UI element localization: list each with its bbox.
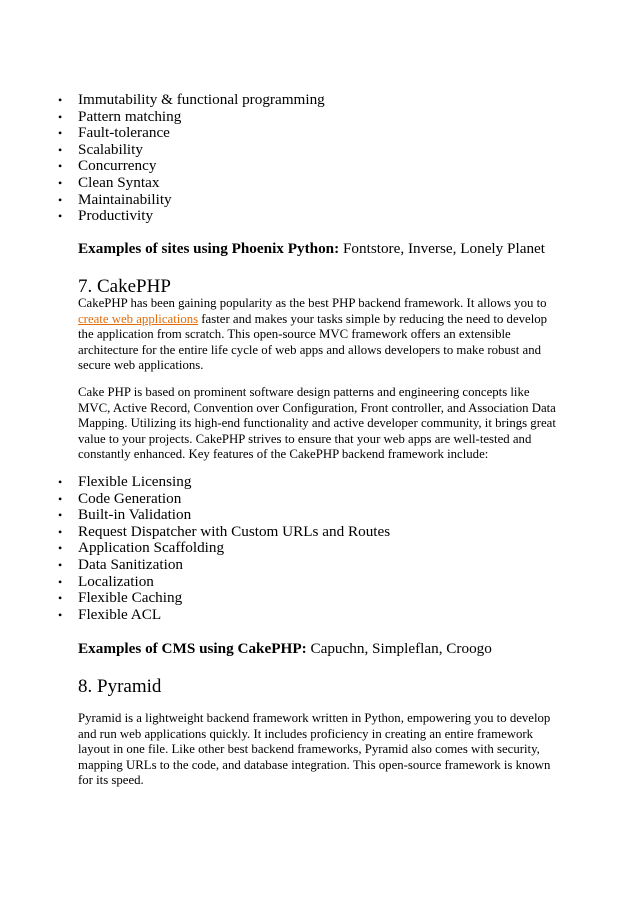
features-list-phoenix <box>0 92 638 225</box>
examples-value: Fontstore, Inverse, Lonely Planet <box>339 240 546 257</box>
list-item: • Request Dispatcher with Custom URLs and Routes <box>58 522 391 540</box>
list-item: • Concurrency <box>58 157 157 175</box>
bullet-icon: • <box>58 109 63 124</box>
bullet-icon: • <box>58 524 63 539</box>
list-item: • Immutability & functional programming <box>58 91 325 108</box>
cakephp-paragraph-1: CakePHP has been gaining popularity as the best PHP backend framework. It allows you to create web applications faster and makes your tasks simple by reducing the need to develop the application from scratch. This open-source MVC framework offers an extensible architecture for the entire life cycle of web apps and allows developers to make robust and secure web applications. <box>78 296 548 373</box>
examples-phoenix <box>78 240 545 258</box>
bullet-icon: • <box>58 159 63 174</box>
list-item: • Pattern matching <box>58 107 182 125</box>
bullet-icon: • <box>58 142 63 157</box>
list-item: • Flexible ACL <box>58 605 162 623</box>
bullet-icon: • <box>58 475 63 489</box>
bullet-icon: • <box>58 491 63 506</box>
bullet-icon: • <box>58 126 63 141</box>
bullet-icon: • <box>58 574 63 589</box>
list-item: • Maintainability <box>58 190 172 208</box>
pyramid-paragraph: Pyramid is a lightweight backend framework written in Python, empowering you to develop and run web applications quickly. It includes proficiency in creating an entire framework layout in one file. Like other best backend frameworks, Pyramid also comes with security, mapping URLs to the code, and database integration. This open-source framework is known for its speed. <box>78 711 551 788</box>
list-item: • Built-in Validation <box>58 506 192 524</box>
list-item: • Flexible Licensing <box>58 473 192 490</box>
cakephp-paragraph-2: Cake PHP is based on prominent software design patterns and engineering concepts like MVC, Active Record, Convention over Configuration, Front controller, and Association Data Mapping. Utilizing its high-end functionality and active developer community, it brings great value to your projects. CakePHP strives to ensure that your web apps are well-tested and constantly enhanced. Key features of the CakePHP backend framework include: <box>78 385 556 462</box>
list-item: • Code Generation <box>58 489 182 507</box>
examples-cakephp <box>78 640 492 658</box>
bullet-icon: • <box>58 541 63 556</box>
list-item: • Scalability <box>58 140 143 158</box>
bullet-icon: • <box>58 508 63 523</box>
examples-label: Examples of CMS using CakePHP: <box>78 640 307 657</box>
list-item: • Data Sanitization <box>58 555 184 573</box>
list-item: • Localization <box>58 572 154 590</box>
section-heading-pyramid: 8. Pyramid <box>78 676 162 697</box>
list-item: • Productivity <box>58 207 154 225</box>
bullet-icon: • <box>58 175 63 190</box>
bullet-icon: • <box>58 192 63 207</box>
list-item: • Fault-tolerance <box>58 124 170 142</box>
bullet-icon: • <box>58 93 63 107</box>
examples-label: Examples of sites using Phoenix Python: <box>78 240 340 257</box>
features-list-cakephp <box>0 474 638 623</box>
bullet-icon: • <box>58 557 63 572</box>
list-item: • Flexible Caching <box>58 589 183 607</box>
create-web-applications-link[interactable]: create web applications <box>78 311 199 326</box>
list-item: • Clean Syntax <box>58 173 160 191</box>
bullet-icon: • <box>58 209 63 224</box>
bullet-icon: • <box>58 591 63 606</box>
section-heading-cakephp: 7. CakePHP <box>78 276 171 297</box>
bullet-icon: • <box>58 607 63 622</box>
examples-value: Capuchn, Simpleflan, Croogo <box>306 640 492 657</box>
list-item: • Application Scaffolding <box>58 539 225 557</box>
